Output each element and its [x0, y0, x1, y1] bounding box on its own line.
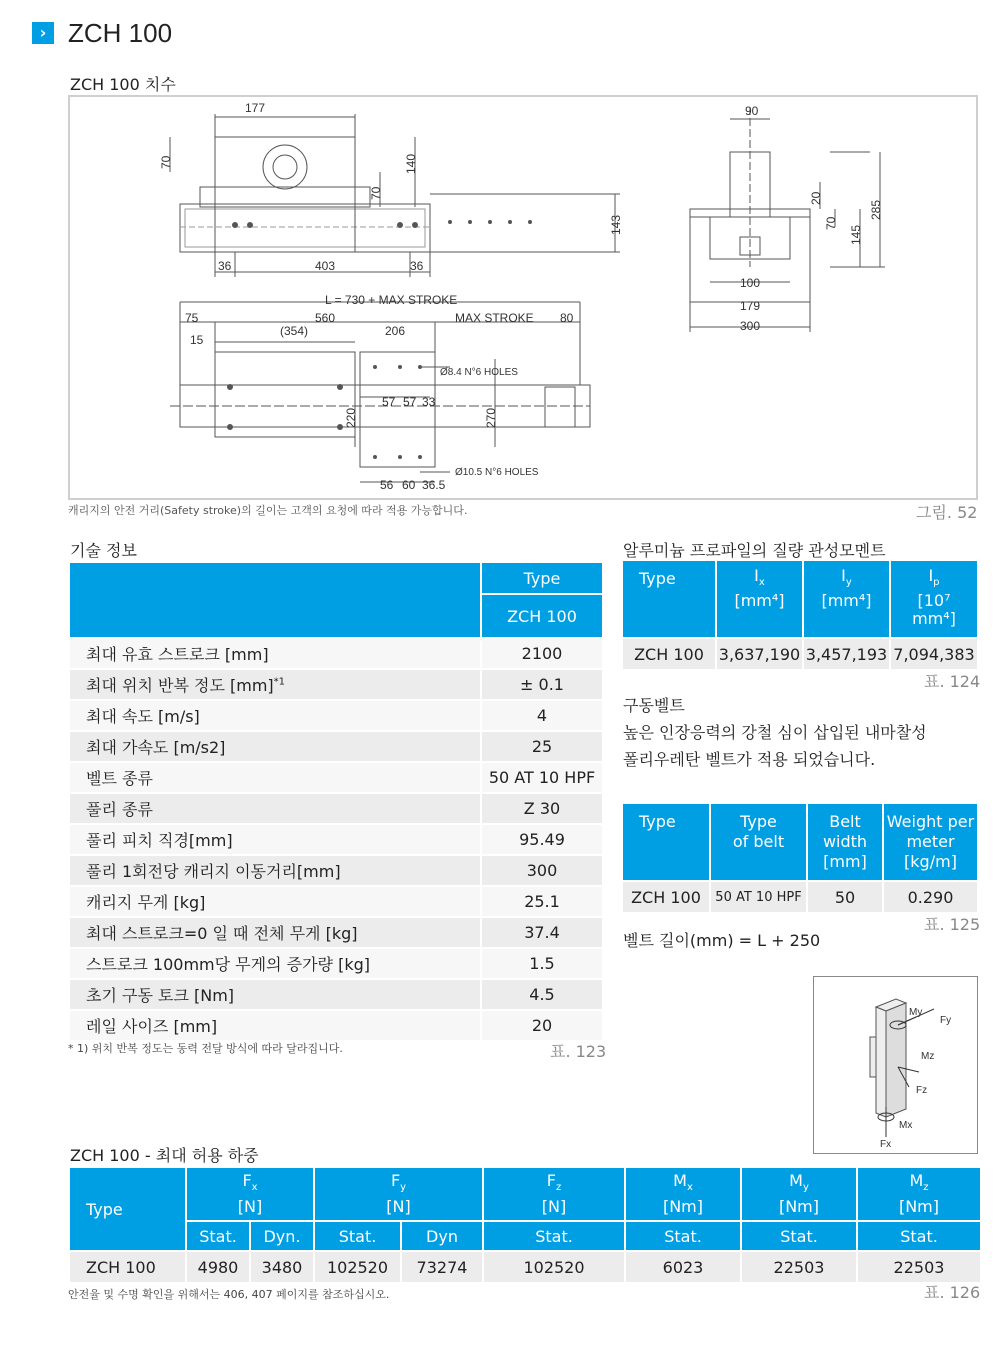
dim-36-b: 36 — [410, 259, 424, 273]
tech-row-value: 300 — [482, 856, 602, 885]
tech-row — [70, 794, 602, 823]
figure-caption: 캐리지의 안전 거리(Safety stroke)의 길이는 고객의 요청에 따라 적용 가능합니다. — [68, 504, 468, 517]
dim-70-b: 70 — [369, 186, 383, 200]
tech-row — [70, 670, 602, 699]
tech-row-label: 스트로크 100mm당 무게의 증가량 [kg] — [70, 949, 480, 978]
dim-206: 206 — [385, 324, 406, 338]
dim-20: 20 — [809, 191, 823, 205]
belt-length-formula: 벨트 길이(mm) = L + 250 — [623, 931, 821, 950]
inertia-ref: 표. 124 — [924, 672, 981, 691]
dim-36-5: 36.5 — [422, 478, 446, 492]
dim-145: 145 — [849, 224, 863, 245]
tech-row-value: 95.49 — [482, 825, 602, 854]
loads-value: 4980 — [187, 1252, 249, 1282]
dim-l-formula: L = 730 + MAX STROKE — [325, 293, 458, 307]
loads-ref: 표. 126 — [924, 1283, 981, 1302]
dim-56: 56 — [380, 478, 394, 492]
loads-fx-stat: Stat. — [187, 1222, 249, 1250]
dim-60: 60 — [402, 478, 416, 492]
loads-fz-header: $F_z$ [N] — [484, 1168, 624, 1220]
dim-57-b: 57 — [403, 395, 417, 409]
loads-my-header: $M_y$ [Nm] — [742, 1168, 856, 1220]
tech-row-label: 최대 가속도 [m/s2] — [70, 732, 480, 761]
tech-type-header: Type — [482, 563, 602, 593]
loads-mz-stat: Stat. — [858, 1222, 980, 1250]
tech-row-label: 풀리 종류 — [70, 794, 480, 823]
tech-row — [70, 639, 602, 668]
dim-354: (354) — [280, 324, 309, 338]
loads-mz-header: $M_z$ [Nm] — [858, 1168, 980, 1220]
dim-403: 403 — [315, 259, 336, 273]
dim-300: 300 — [740, 319, 761, 333]
tech-model-header: ZCH 100 — [482, 595, 602, 637]
section-chevron-icon: › — [32, 22, 54, 44]
tech-table — [68, 561, 604, 1042]
tech-row — [70, 980, 602, 1009]
loads-fx-header: $F_x$ [N] — [187, 1168, 313, 1220]
tech-row-label: 풀리 피치 직경[mm] — [70, 825, 480, 854]
tech-row — [70, 918, 602, 947]
belt-width: 50 — [808, 882, 882, 912]
dim-75: 75 — [185, 311, 199, 325]
tech-row — [70, 949, 602, 978]
belt-type-header: Type — [623, 804, 709, 880]
dim-36-a: 36 — [218, 259, 232, 273]
dim-100: 100 — [740, 276, 761, 290]
loads-value: 3480 — [251, 1252, 313, 1282]
dim-70-c: 70 — [824, 216, 838, 230]
inertia-heading: 알루미늄 프로파일의 질량 관성모멘트 — [623, 541, 886, 560]
page-title: ZCH 100 — [68, 18, 173, 48]
loads-model: ZCH 100 — [70, 1252, 185, 1282]
belt-description: 높은 인장응력의 강철 심이 삽입된 내마찰성 폴리우레탄 벨트가 적용 되었습니다. — [623, 723, 927, 769]
inertia-iy: 3,457,193 — [804, 639, 889, 669]
inertia-ix-header: $I_x$ [mm⁴] — [717, 561, 802, 637]
belt-model: ZCH 100 — [623, 882, 709, 912]
figure-ref: 그림. 52 — [916, 503, 978, 522]
dim-15: 15 — [190, 333, 204, 347]
inertia-ip-header: $I_p$ [10⁷ mm⁴] — [891, 561, 977, 637]
tech-row-label: 캐리지 무게 [kg] — [70, 887, 480, 916]
inertia-model: ZCH 100 — [623, 639, 715, 669]
loads-table — [68, 1166, 982, 1284]
tech-row-label: 최대 속도 [m/s] — [70, 701, 480, 730]
belt-weight-header: Weight per meter [kg/m] — [884, 804, 977, 880]
loads-value: 6023 — [626, 1252, 740, 1282]
tech-row — [70, 887, 602, 916]
inertia-table — [621, 559, 979, 671]
loads-type-header: Type — [70, 1168, 185, 1250]
belt-typeof-header: Type of belt — [711, 804, 806, 880]
axis-fy: Fy — [940, 1015, 952, 1026]
tech-row-value: 37.4 — [482, 918, 602, 947]
belt-ref: 표. 125 — [924, 915, 981, 934]
tech-row-value: 4.5 — [482, 980, 602, 1009]
tech-row — [70, 732, 602, 761]
loads-value: 73274 — [402, 1252, 482, 1282]
tech-heading: 기술 정보 — [70, 541, 137, 560]
belt-table — [621, 802, 979, 914]
tech-row-label: 최대 위치 반복 정도 [mm]$^{*1}$ — [70, 670, 480, 699]
belt-type: 50 AT 10 HPF — [711, 882, 806, 912]
tech-row-value: 20 — [482, 1011, 602, 1040]
tech-footnote: * 1) 위치 반복 정도는 동력 전달 방식에 따라 달라집니다. — [68, 1042, 343, 1055]
belt-width-header: Belt width [mm] — [808, 804, 882, 880]
loads-my-stat: Stat. — [742, 1222, 856, 1250]
inertia-ix: 3,637,190 — [717, 639, 802, 669]
dim-220: 220 — [344, 407, 358, 428]
holes-8-4: Ø8.4 N°6 HOLES — [440, 367, 518, 378]
tech-row-value: 2100 — [482, 639, 602, 668]
dim-285: 285 — [869, 199, 883, 220]
dim-140: 140 — [404, 153, 418, 174]
dim-143: 143 — [609, 214, 623, 235]
dim-80: 80 — [560, 311, 574, 325]
dim-270: 270 — [484, 407, 498, 428]
dim-179: 179 — [740, 299, 761, 313]
loads-value: 102520 — [315, 1252, 400, 1282]
dim-177: 177 — [245, 101, 266, 115]
tech-row — [70, 825, 602, 854]
axis-mz: Mz — [921, 1051, 935, 1062]
dim-33: 33 — [422, 395, 436, 409]
loads-fx-dyn: Dyn. — [251, 1222, 313, 1250]
tech-ref: 표. 123 — [550, 1042, 607, 1061]
tech-row-value: 1.5 — [482, 949, 602, 978]
tech-row-label: 초기 구동 토크 [Nm] — [70, 980, 480, 1009]
tech-row-label: 최대 스트로크=0 일 때 전체 무게 [kg] — [70, 918, 480, 947]
loads-fy-dyn: Dyn — [402, 1222, 482, 1250]
belt-heading: 구동벨트 — [623, 696, 685, 715]
loads-fz-stat: Stat. — [484, 1222, 624, 1250]
tech-row-value: 25 — [482, 732, 602, 761]
dim-560: 560 — [315, 311, 336, 325]
loads-fy-header: $F_y$ [N] — [315, 1168, 482, 1220]
loads-mx-header: $M_x$ [Nm] — [626, 1168, 740, 1220]
holes-10-5: Ø10.5 N°6 HOLES — [455, 467, 539, 478]
tech-row-value: Z 30 — [482, 794, 602, 823]
dim-70-a: 70 — [159, 155, 173, 169]
tech-row-value: 25.1 — [482, 887, 602, 916]
loads-heading: ZCH 100 - 최대 허용 하중 — [70, 1146, 259, 1165]
axis-mx: Mx — [899, 1120, 913, 1131]
dimensions-heading: ZCH 100 치수 — [70, 75, 176, 94]
load-axes-diagram — [813, 976, 978, 1154]
dim-max-stroke: MAX STROKE — [455, 311, 534, 325]
tech-row — [70, 1011, 602, 1040]
inertia-iy-header: $I_y$ [mm⁴] — [804, 561, 889, 637]
tech-row-value: ± 0.1 — [482, 670, 602, 699]
axis-my: My — [909, 1007, 923, 1018]
loads-value: 102520 — [484, 1252, 624, 1282]
axis-fx: Fx — [880, 1139, 892, 1150]
tech-row-value: 50 AT 10 HPF — [482, 763, 602, 792]
loads-fy-stat: Stat. — [315, 1222, 400, 1250]
tech-row — [70, 763, 602, 792]
inertia-type-header: Type — [623, 561, 715, 637]
dimension-drawing — [68, 95, 978, 500]
dim-90: 90 — [745, 104, 759, 118]
inertia-ip: 7,094,383 — [891, 639, 977, 669]
tech-row-label: 벨트 종류 — [70, 763, 480, 792]
tech-row — [70, 856, 602, 885]
loads-note: 안전율 및 수명 확인을 위해서는 406, 407 페이지를 참조하십시오. — [68, 1288, 390, 1301]
loads-value: 22503 — [858, 1252, 980, 1282]
dim-57-a: 57 — [382, 395, 396, 409]
tech-row-value: 4 — [482, 701, 602, 730]
tech-row-label: 레일 사이즈 [mm] — [70, 1011, 480, 1040]
belt-weight: 0.290 — [884, 882, 977, 912]
loads-value: 22503 — [742, 1252, 856, 1282]
loads-mx-stat: Stat. — [626, 1222, 740, 1250]
axis-fz: Fz — [916, 1085, 928, 1096]
tech-row-label: 풀리 1회전당 캐리지 이동거리[mm] — [70, 856, 480, 885]
tech-row-label: 최대 유효 스트로크 [mm] — [70, 639, 480, 668]
tech-row — [70, 701, 602, 730]
